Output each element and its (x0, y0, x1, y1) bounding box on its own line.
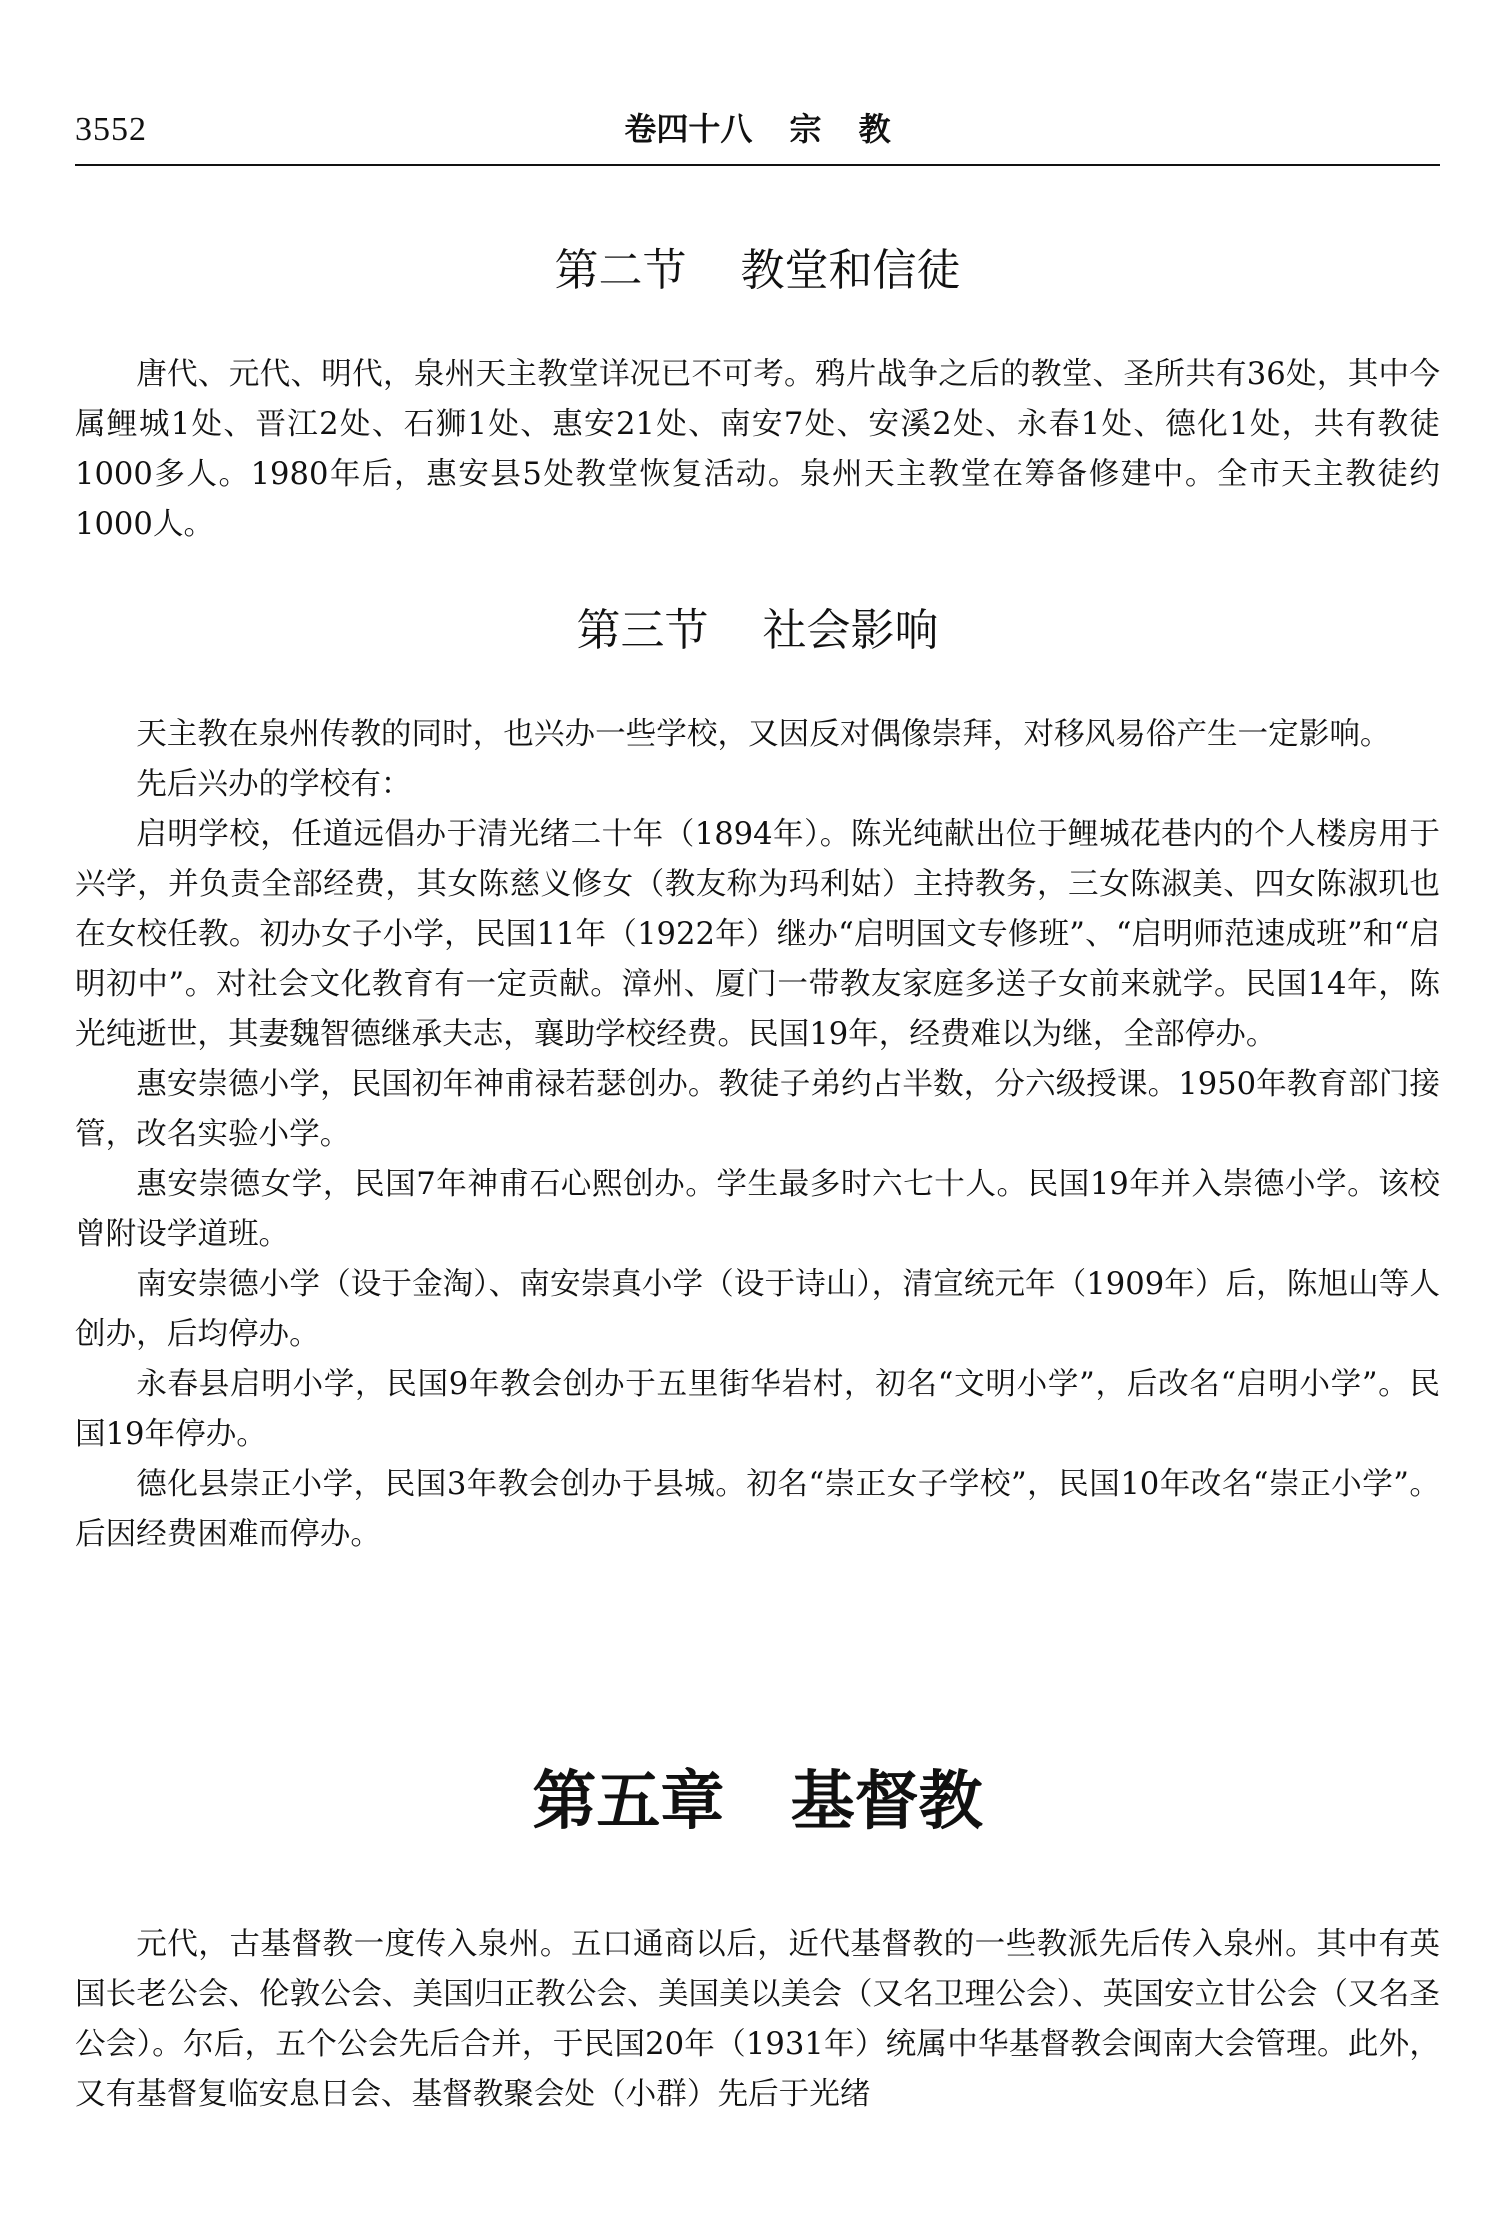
chapter-heading: 第五章 基督教 (532, 1765, 983, 1839)
paragraph: 永春县启明小学，民国9年教会创办于五里街华岩村，初名“文明小学”，后改名“启明小学”。民国19年停办。 (75, 1367, 1440, 1452)
section-3-body (75, 710, 1440, 1560)
paragraph: 启明学校，任道远倡办于清光绪二十年（1894年）。陈光纯献出位于鲤城花巷内的个人楼房用于兴学，并负责全部经费，其女陈慈义修女（教友称为玛利姑）主持教务，三女陈淑美、四女陈淑玑也在女校任教。初办女子小学，民国11年（1922年）继办“启明国文专修班”、“启明师范速成班”和“启明初中”。对社会文化教育有一定贡献。漳州、厦门一带教友家庭多送子女前来就学。民国14年，陈光纯逝世，其妻魏智德继承夫志，襄助学校经费。民国19年，经费难以为继，全部停办。 (75, 817, 1440, 1052)
running-title: 卷四十八 宗 教 (624, 110, 891, 148)
paragraph: 惠安崇德小学，民国初年神甫禄若瑟创办。教徒子弟约占半数，分六级授课。1950年教育部门接管，改名实验小学。 (75, 1067, 1440, 1152)
section-2-body (75, 350, 1440, 550)
paragraph: 惠安崇德女学，民国7年神甫石心熙创办。学生最多时六七十人。民国19年并入崇德小学。该校曾附设学道班。 (75, 1167, 1440, 1252)
page-number: 3552 (75, 111, 147, 148)
chapter-body (75, 1920, 1440, 2120)
paragraph: 天主教在泉州传教的同时，也兴办一些学校，又因反对偶像崇拜，对移风易俗产生一定影响。 (136, 717, 1391, 752)
paragraph: 德化县崇正小学，民国3年教会创办于县城。初名“崇正女子学校”，民国10年改名“崇正小学”。后因经费困难而停办。 (75, 1467, 1440, 1552)
document-page (75, 0, 1440, 2214)
paragraph: 南安崇德小学（设于金淘）、南安崇真小学（设于诗山），清宣统元年（1909年）后，陈旭山等人创办，后均停办。 (75, 1267, 1440, 1352)
section-heading-2: 第二节 教堂和信徒 (554, 245, 961, 296)
section-heading-3: 第三节 社会影响 (576, 605, 939, 656)
page-header (75, 108, 1440, 166)
paragraph: 元代，古基督教一度传入泉州。五口通商以后，近代基督教的一些教派先后传入泉州。其中有英国长老公会、伦敦公会、美国归正教公会、美国美以美会（又名卫理公会）、英国安立甘公会（又名圣公会）。尔后，五个公会先后合并，于民国20年（1931年）统属中华基督教会闽南大会管理。此外，又有基督复临安息日会、基督教聚会处（小群）先后于光绪 (75, 1927, 1440, 2112)
paragraph: 先后兴办的学校有： (136, 767, 412, 802)
paragraph: 唐代、元代、明代，泉州天主教堂详况已不可考。鸦片战争之后的教堂、圣所共有36处，其中今属鲤城1处、晋江2处、石狮1处、惠安21处、南安7处、安溪2处、永春1处、德化1处，共有教徒1000多人。1980年后，惠安县5处教堂恢复活动。泉州天主教堂在筹备修建中。全市天主教徒约1000人。 (75, 357, 1440, 542)
